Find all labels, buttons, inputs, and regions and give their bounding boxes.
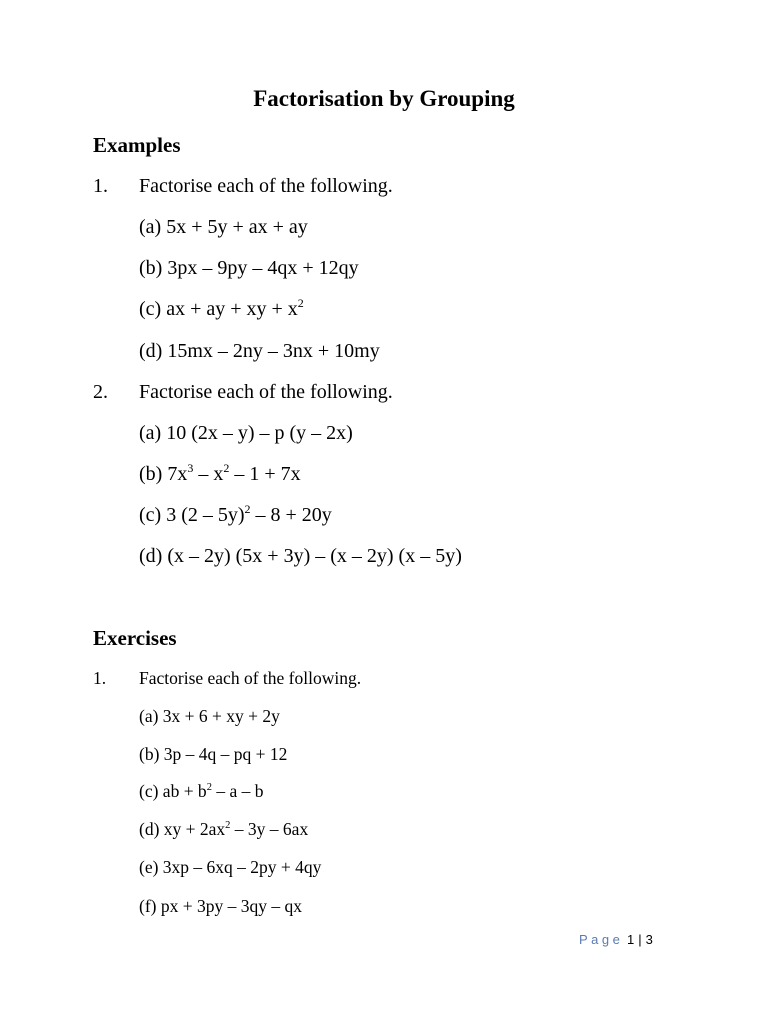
example-1-instruction: Factorise each of the following. xyxy=(139,175,393,197)
exercise-1e: (e) 3xp – 6xq – 2py + 4qy xyxy=(139,857,322,877)
exercise-1f: (f) px + 3py – 3qy – qx xyxy=(139,896,302,916)
example-2b xyxy=(139,463,301,486)
example-1c-text: (c) ax + ay + xy + x xyxy=(139,298,298,320)
exercise-1c xyxy=(139,781,263,802)
example-2b-exponent-2: 2 xyxy=(223,461,230,476)
exercise-1-number: 1. xyxy=(93,668,107,688)
exercise-1d-exponent: 2 xyxy=(225,820,231,832)
example-2a: (a) 10 (2x – y) – p (y – 2x) xyxy=(139,422,353,444)
exercise-1a: (a) 3x + 6 + xy + 2y xyxy=(139,706,280,726)
example-2d: (d) (x – 2y) (5x + 3y) – (x – 2y) (x – 5y) xyxy=(139,545,462,567)
example-1a: (a) 5x + 5y + ax + ay xyxy=(139,216,308,238)
example-2-number: 2. xyxy=(93,381,108,403)
example-2c-exponent: 2 xyxy=(244,502,251,517)
example-1-number: 1. xyxy=(93,175,108,197)
example-1d: (d) 15mx – 2ny – 3nx + 10my xyxy=(139,340,380,362)
page-label: Page xyxy=(579,932,624,947)
example-2b-text-3: – 1 + 7x xyxy=(229,463,301,485)
example-2b-exponent-1: 3 xyxy=(187,461,194,476)
example-2-instruction: Factorise each of the following. xyxy=(139,381,393,403)
current-page-number: 1 xyxy=(627,932,635,947)
exercise-1c-text-2: – a – b xyxy=(211,781,264,801)
example-2c-text-1: (c) 3 (2 – 5y) xyxy=(139,504,245,526)
page-footer xyxy=(579,932,653,947)
exercise-1c-text-1: (c) ab + b xyxy=(139,781,207,801)
exercise-1d xyxy=(139,819,308,840)
example-2c xyxy=(139,504,332,527)
example-2b-text-1: (b) 7x xyxy=(139,463,188,485)
page-title: Factorisation by Grouping xyxy=(253,86,515,111)
exercise-1d-text-2: – 3y – 6ax xyxy=(230,819,309,839)
exercise-1b: (b) 3p – 4q – pq + 12 xyxy=(139,744,288,764)
exercises-heading: Exercises xyxy=(93,626,177,650)
total-page-count: 3 xyxy=(645,932,653,947)
example-2b-text-2: – x xyxy=(193,463,224,485)
exercise-1d-text-1: (d) xy + 2ax xyxy=(139,819,226,839)
exercise-1c-exponent: 2 xyxy=(206,782,212,794)
example-2c-text-2: – 8 + 20y xyxy=(250,504,332,526)
example-1b: (b) 3px – 9py – 4qx + 12qy xyxy=(139,257,359,279)
page-separator: | xyxy=(638,932,642,947)
example-1c-exponent: 2 xyxy=(297,296,304,311)
examples-heading: Examples xyxy=(93,133,181,157)
exercise-1-instruction: Factorise each of the following. xyxy=(139,668,362,688)
example-1c xyxy=(139,298,304,321)
